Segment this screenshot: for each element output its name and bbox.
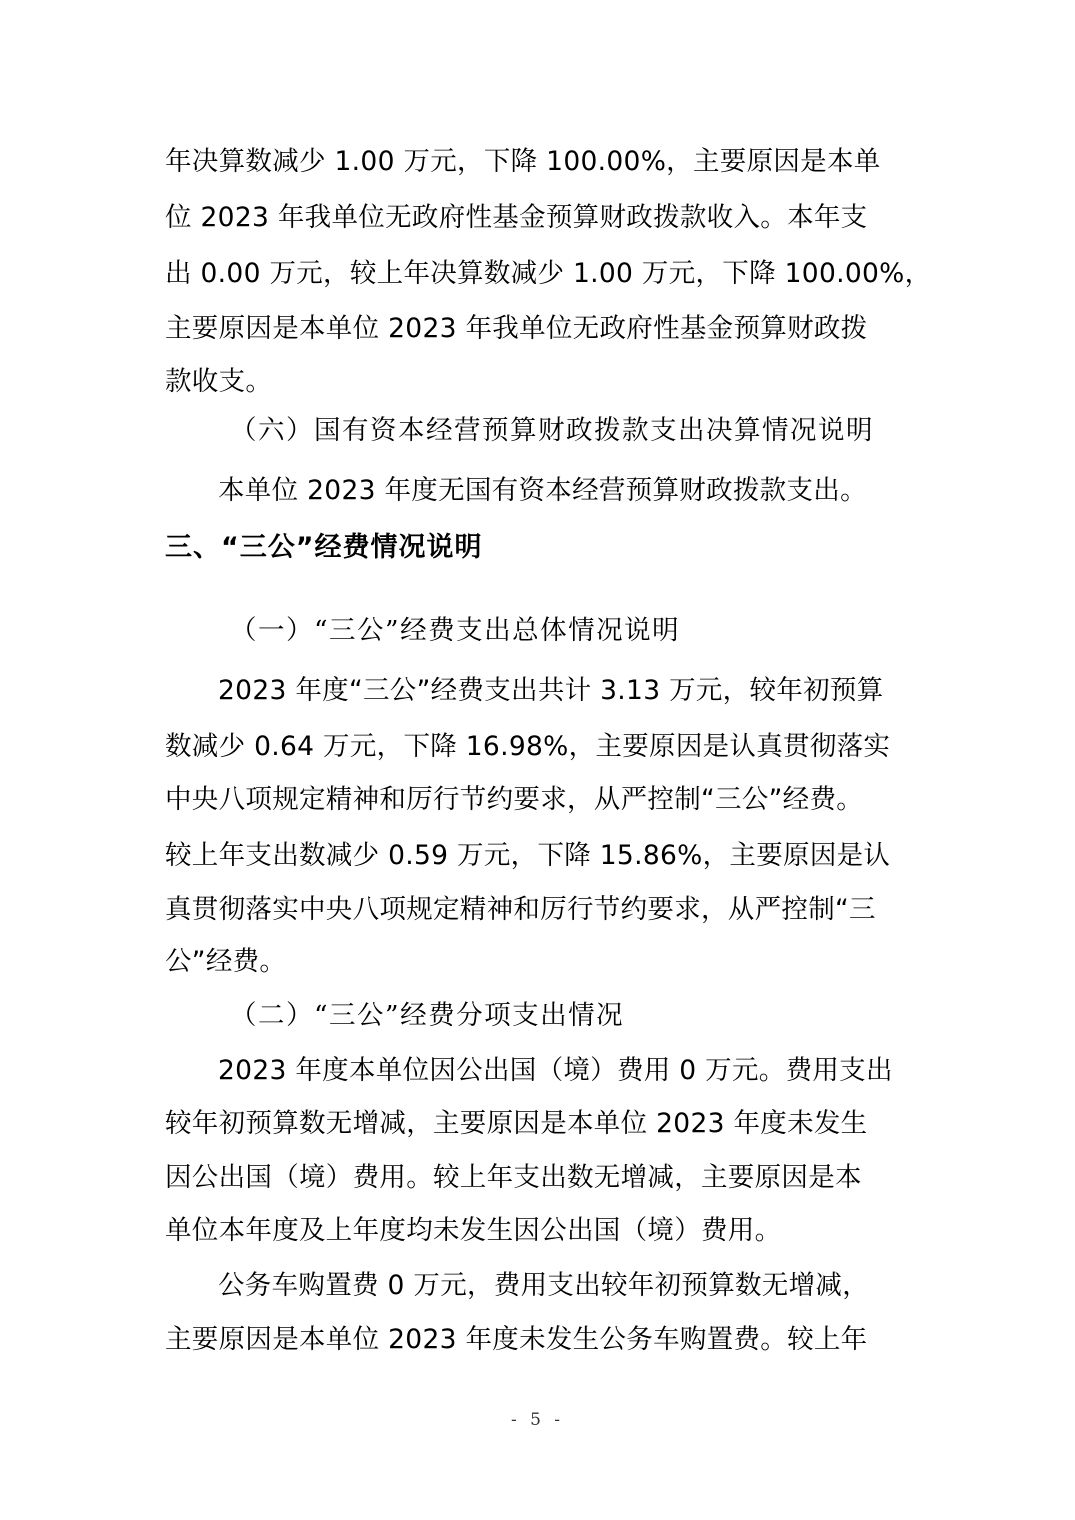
- paragraph-line: 款收支。: [165, 366, 273, 397]
- paragraph-line: 较年初预算数无增减，主要原因是本单位 2023 年度未发生: [165, 1108, 868, 1139]
- paragraph-line: 中央八项规定精神和厉行节约要求，从严控制“三公”经费。: [165, 784, 864, 815]
- paragraph-line: 公务车购置费 0 万元，费用支出较年初预算数无增减，: [218, 1270, 870, 1301]
- section-heading: （二）“三公”经费分项支出情况: [230, 1000, 625, 1031]
- paragraph-line: 本单位 2023 年度无国有资本经营预算财政拨款支出。: [218, 475, 867, 506]
- paragraph-line: 年决算数减少 1.00 万元，下降 100.00%，主要原因是本单: [165, 146, 881, 177]
- paragraph-line: 主要原因是本单位 2023 年我单位无政府性基金预算财政拨: [165, 313, 868, 344]
- paragraph-line: 数减少 0.64 万元，下降 16.98%，主要原因是认真贯彻落实: [165, 731, 891, 762]
- paragraph-line: 较上年支出数减少 0.59 万元，下降 15.86%，主要原因是认: [165, 840, 891, 871]
- section-heading: （一）“三公”经费支出总体情况说明: [230, 615, 681, 646]
- paragraph-line: 位 2023 年我单位无政府性基金预算财政拨款收入。本年支: [165, 202, 868, 233]
- part-heading: 三、“三公”经费情况说明: [165, 532, 483, 563]
- paragraph-line: 2023 年度“三公”经费支出共计 3.13 万元，较年初预算: [218, 675, 884, 706]
- paragraph-line: 2023 年度本单位因公出国（境）费用 0 万元。费用支出: [218, 1055, 893, 1086]
- paragraph-line: 真贯彻落实中央八项规定精神和厉行节约要求，从严控制“三: [165, 894, 876, 925]
- paragraph-line: 出 0.00 万元，较上年决算数减少 1.00 万元，下降 100.00%，: [165, 258, 932, 289]
- paragraph-line: 因公出国（境）费用。较上年支出数无增减，主要原因是本: [165, 1162, 862, 1193]
- paragraph-line: 单位本年度及上年度均未发生因公出国（境）费用。: [165, 1215, 782, 1246]
- paragraph-line: 主要原因是本单位 2023 年度未发生公务车购置费。较上年: [165, 1324, 868, 1355]
- paragraph-line: 公”经费。: [165, 946, 287, 977]
- section-heading: （六）国有资本经营预算财政拨款支出决算情况说明: [230, 415, 874, 446]
- page-number: - 5 -: [510, 1410, 565, 1430]
